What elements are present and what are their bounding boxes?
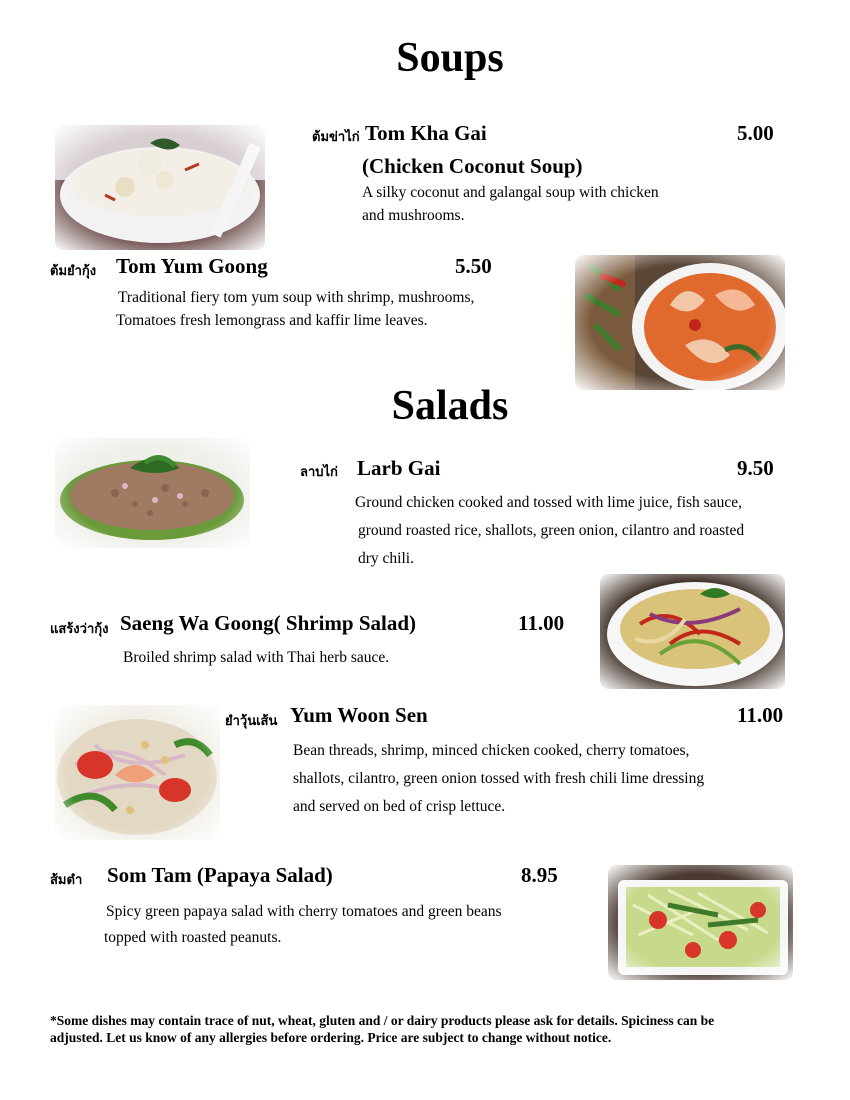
larb-gai-description-3: dry chili. (358, 550, 414, 567)
allergy-notice (50, 1012, 820, 1046)
saeng-wa-goong-name: Saeng Wa Goong( Shrimp Salad) (120, 611, 417, 635)
tom-kha-gai-thai-name: ต้มข่าไก่ (312, 129, 360, 144)
larb-gai-name: Larb Gai (357, 456, 441, 480)
allergy-notice-line-1: *Some dishes may contain trace of nut, wheat, gluten and / or dairy products please ask for details. Spiciness can be (50, 1013, 715, 1028)
som-tam-photo (608, 865, 793, 980)
saeng-wa-goong-description-1: Broiled shrimp salad with Thai herb sauce. (123, 649, 390, 666)
yum-woon-sen-description-2: shallots, cilantro, green onion tossed with fresh chili lime dressing (293, 770, 705, 787)
saeng-wa-goong-thai-name: แสร้งว่ากุ้ง (50, 621, 109, 636)
yum-woon-sen-description-1: Bean threads, shrimp, minced chicken cooked, cherry tomatoes, (293, 742, 690, 759)
tom-yum-goong-thai-name: ต้มยำกุ้ง (50, 263, 97, 278)
tom-yum-goong-photo (575, 255, 785, 390)
tom-yum-goong-description-1: Traditional fiery tom yum soup with shrimp, mushrooms, (118, 289, 475, 306)
saeng-wa-goong-price: 11.00 (518, 611, 565, 635)
som-tam-thai-name: ส้มตำ (50, 872, 83, 887)
saeng-wa-goong-photo (600, 574, 785, 689)
yum-woon-sen-price: 11.00 (737, 703, 784, 727)
yum-woon-sen-photo (55, 705, 220, 840)
som-tam-price: 8.95 (521, 863, 558, 887)
tom-kha-gai-name: Tom Kha Gai (365, 121, 487, 145)
tom-yum-goong-price: 5.50 (455, 254, 492, 278)
larb-gai-price: 9.50 (737, 456, 774, 480)
yum-woon-sen-description-3: and served on bed of crisp lettuce. (293, 798, 506, 815)
salads-heading: Salads (391, 383, 509, 429)
tom-kha-gai-description-1: A silky coconut and galangal soup with chicken (362, 184, 659, 201)
allergy-notice-line-2: adjusted. Let us know of any allergies before ordering. Price are subject to change without notice. (50, 1030, 612, 1045)
tom-kha-gai-photo (55, 125, 265, 250)
tom-kha-gai-price: 5.00 (737, 121, 774, 145)
soups-heading: Soups (396, 35, 504, 81)
larb-gai-thai-name: ลาบไก่ (300, 464, 338, 479)
tom-kha-gai-description-2: and mushrooms. (362, 207, 465, 224)
som-tam-description-2: topped with roasted peanuts. (104, 929, 282, 946)
yum-woon-sen-thai-name: ยำวุ้นเส้น (225, 713, 278, 728)
larb-gai-description-1: Ground chicken cooked and tossed with lime juice, fish sauce, (355, 494, 742, 511)
tom-kha-gai-subtitle: (Chicken Coconut Soup) (362, 154, 583, 178)
som-tam-description-1: Spicy green papaya salad with cherry tomatoes and green beans (106, 903, 502, 920)
tom-yum-goong-description-2: Tomatoes fresh lemongrass and kaffir lime leaves. (116, 312, 428, 329)
larb-gai-photo (55, 438, 250, 548)
yum-woon-sen-name: Yum Woon Sen (290, 703, 428, 727)
som-tam-name: Som Tam (Papaya Salad) (107, 863, 333, 887)
larb-gai-description-2: ground roasted rice, shallots, green onion, cilantro and roasted (358, 522, 745, 539)
tom-yum-goong-name: Tom Yum Goong (116, 254, 268, 278)
